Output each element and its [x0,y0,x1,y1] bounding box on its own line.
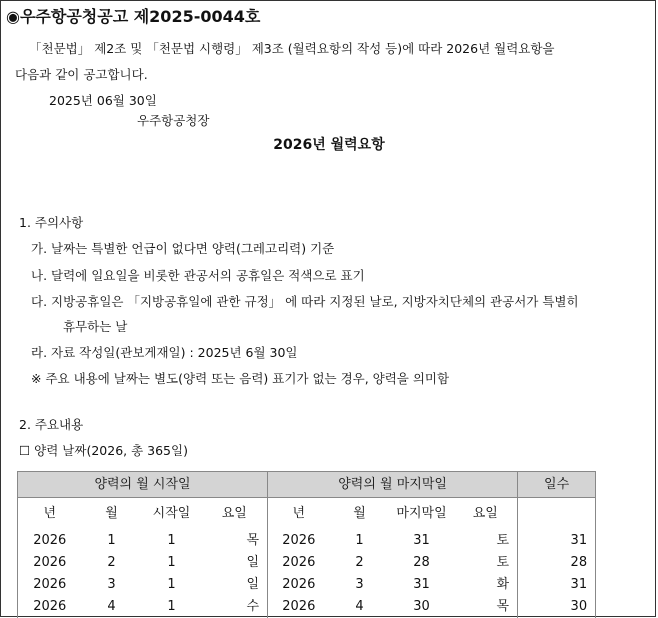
end-day-cell: 28 [413,555,430,571]
start-day-cell: 1 [167,599,176,615]
section-2-heading: 2. 주요내용 [19,417,84,432]
day-count-cell: 31 [518,574,596,596]
notice-item-ra: 라. 자료 작성일(관보게재일) : 2025년 6월 30일 [31,345,298,360]
end-month-cell: 4 [355,599,364,615]
month-header: 월 [105,506,118,521]
notice-item-da-continued: 휴무하는 날 [63,319,128,334]
table-group-header-row [18,472,596,498]
issuer-name: 우주항공청장 [137,113,210,128]
table-sub-header-row [18,498,596,530]
start-day-header: 시작일 [152,506,191,521]
notice-remark: ※ 주요 내용에 날짜는 별도(양력 또는 음력) 표기가 없는 경우, 양력을 의미함 [31,371,450,386]
end-weekday-cell: 토 [454,552,518,574]
end-day-cell: 31 [413,533,430,549]
year-header: 년 [18,498,82,530]
end-weekday-cell: 토 [454,530,518,552]
start-month-cell: 4 [107,599,116,615]
notice-item-da: 다. 지방공휴일은 「지방공휴일에 관한 규정」 에 따라 지정된 날로, 지방자치단체의 관공서가 특별히 [31,294,579,309]
section-1-heading: 1. 주의사항 [19,215,84,230]
start-weekday-cell: 일 [202,552,268,574]
start-year-cell: 2026 [18,530,82,552]
notice-item-ga: 가. 날짜는 특별한 언급이 없다면 양력(그레고리력) 기준 [31,241,335,256]
announcement-date: 2025년 06월 30일 [49,93,157,108]
start-year-cell: 2026 [18,552,82,574]
end-year-cell: 2026 [282,555,316,571]
document-title: 2026년 월력요항 [273,137,385,153]
start-day-cell: 1 [167,555,176,571]
start-year-cell: 2026 [18,574,82,596]
intro-line-1: 「천문법」 제2조 및 「천문법 시행령」 제3조 (월력요항의 작성 등)에 따라 2026년 월력요항을 [29,41,555,56]
end-weekday-cell: 목 [454,596,518,618]
table-row [18,574,596,596]
end-month-cell: 1 [355,533,364,549]
table-row [18,530,596,552]
table-row [18,552,596,574]
table-row [18,596,596,618]
intro-line-2: 다음과 같이 공고합니다. [15,67,148,82]
announcement-number: ◉우주항공청공고 제2025-0044호 [6,7,261,26]
weekday-header: 요일 [202,498,268,530]
end-weekday-cell: 화 [454,574,518,596]
day-count-cell: 30 [518,596,596,618]
day-count-sub-header [518,498,596,530]
start-weekday-cell: 수 [202,596,268,618]
end-month-cell: 2 [355,555,364,571]
start-weekday-cell: 일 [202,574,268,596]
start-month-cell: 3 [107,577,116,593]
start-month-cell: 1 [107,533,116,549]
solar-month-table [17,471,596,618]
start-day-cell: 1 [167,577,176,593]
day-count-cell: 31 [518,530,596,552]
start-day-cell: 1 [167,533,176,549]
month-start-header: 양력의 월 시작일 [18,472,268,498]
solar-dates-subheading: ☐ 양력 날짜(2026, 총 365일) [19,443,188,458]
year-header: 년 [292,506,306,521]
day-count-cell: 28 [518,552,596,574]
end-year-cell: 2026 [282,533,316,549]
end-day-cell: 31 [413,577,430,593]
start-weekday-cell: 목 [202,530,268,552]
end-year-cell: 2026 [282,577,316,593]
end-day-header: 마지막일 [396,506,447,521]
month-header: 월 [353,506,366,521]
weekday-header: 요일 [454,498,518,530]
start-month-cell: 2 [107,555,116,571]
end-day-cell: 30 [413,599,430,615]
notice-item-na: 나. 달력에 일요일을 비롯한 관공서의 공휴일은 적색으로 표기 [31,268,365,283]
day-count-header: 일수 [518,472,596,498]
start-year-cell: 2026 [18,596,82,618]
end-year-cell: 2026 [282,599,316,615]
end-month-cell: 3 [355,577,364,593]
month-end-header: 양력의 월 마지막일 [268,472,518,498]
